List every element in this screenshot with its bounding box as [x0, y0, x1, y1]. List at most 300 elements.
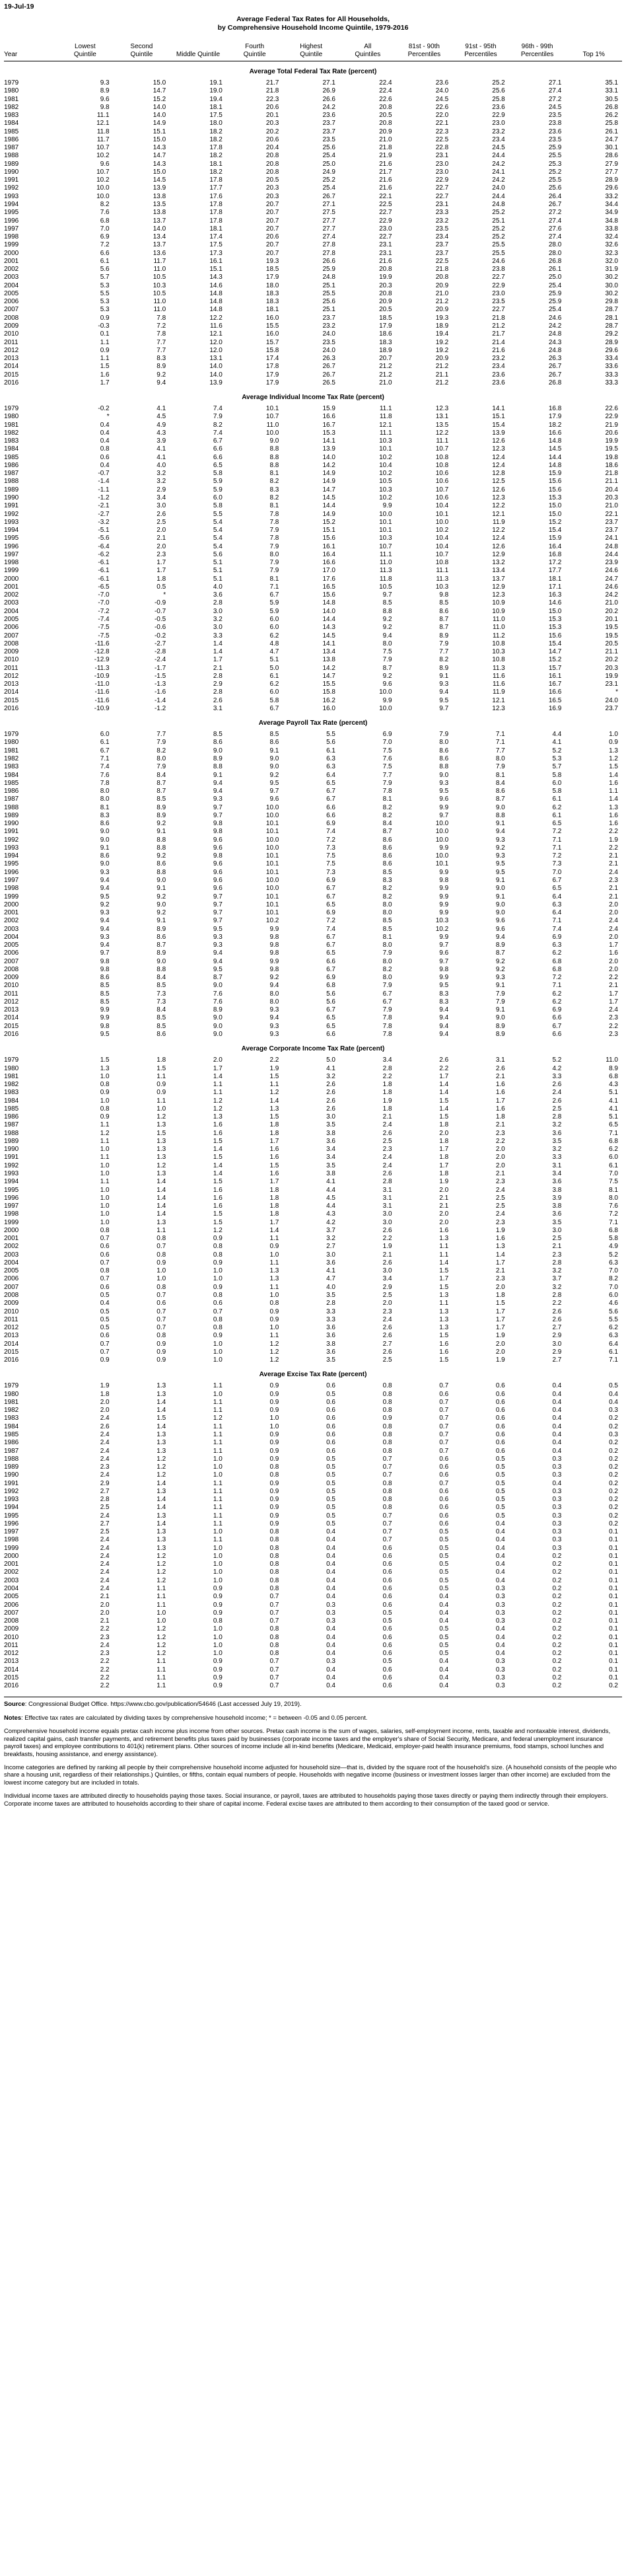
rate-cell: 1.0 [156, 1105, 166, 1113]
rate-cell: 8.7 [495, 949, 505, 957]
rate-cell: 2.6 [382, 1170, 392, 1177]
rate-cell: 4.1 [552, 739, 562, 747]
rate-cell: 7.9 [156, 739, 166, 747]
rate-cell: 11.3 [436, 575, 449, 583]
rate-cell: 9.1 [495, 876, 505, 884]
rate-cell: 1.3 [156, 1154, 166, 1161]
rate-cell: 0.5 [439, 1625, 449, 1633]
rate-cell: 22.5 [379, 200, 392, 208]
rate-cell: 0.2 [609, 1439, 618, 1447]
rate-cell: 0.6 [439, 1455, 449, 1463]
rate-cell: * [106, 413, 110, 421]
rate-cell: 9.4 [439, 1031, 449, 1039]
table-row [4, 1431, 622, 1439]
rate-cell: 7.8 [269, 518, 279, 526]
rate-cell: 1.5 [439, 1097, 449, 1105]
rate-cell: 0.6 [326, 1407, 335, 1415]
rate-cell: 7.9 [382, 949, 392, 957]
table-row [4, 780, 622, 788]
rate-cell: 4.1 [326, 1267, 335, 1275]
rate-cell: 1.6 [609, 820, 618, 828]
rate-cell: 5.8 [213, 470, 223, 478]
rate-cell: 0.7 [269, 1593, 279, 1601]
rate-cell: 11.8 [96, 128, 110, 135]
rate-cell: 1.7 [609, 998, 618, 1006]
rate-cell: 7.2 [552, 974, 562, 982]
rate-cell: 7.5 [382, 763, 392, 771]
column-header-line1: 96th - 99th [521, 43, 553, 50]
rate-cell: 9.6 [269, 795, 279, 803]
rate-cell: 1.2 [156, 1576, 166, 1584]
rate-cell: 3.5 [552, 1137, 562, 1145]
rate-cell: 0.5 [100, 1307, 110, 1315]
rate-cell: 9.9 [439, 909, 449, 917]
rate-cell: 11.7 [96, 135, 110, 143]
notes-note: Notes: Effective tax rates are calculated by dividing taxes by comprehensive household income; * = between -0.05 and 0.05 percent. [4, 1713, 368, 1721]
rate-cell: 26.7 [548, 363, 562, 371]
rate-cell: 16.3 [548, 591, 562, 599]
rate-cell: 9.6 [213, 885, 223, 893]
rate-cell: 5.3 [100, 298, 110, 306]
table-row [4, 1006, 622, 1014]
rate-cell: 14.9 [322, 510, 335, 518]
rate-cell: 26.7 [322, 192, 335, 200]
rate-table [4, 1056, 622, 1364]
rate-cell: 0.5 [382, 1617, 392, 1625]
rate-cell: 0.7 [269, 1682, 279, 1690]
rate-cell: 0.4 [495, 1650, 505, 1658]
rate-cell: -1.2 [98, 494, 110, 502]
rate-cell: 0.9 [213, 1283, 223, 1291]
rate-cell: 1.7 [495, 1097, 505, 1105]
rate-cell: 2.4 [100, 1455, 110, 1463]
rate-cell: 6.1 [609, 1161, 618, 1169]
rate-cell: -6.5 [98, 583, 110, 591]
rate-cell: 8.8 [495, 811, 505, 819]
rate-cell: 1.7 [213, 1064, 223, 1072]
rate-cell: 15.6 [322, 534, 335, 542]
rate-cell: 5.6 [100, 266, 110, 274]
rate-cell: 0.2 [552, 1576, 562, 1584]
rate-cell: 2.1 [382, 1251, 392, 1259]
rate-cell: 4.3 [609, 1081, 618, 1089]
rate-cell: 6.4 [552, 893, 562, 901]
rate-cell: 0.8 [213, 1291, 223, 1299]
rate-cell: 17.1 [548, 583, 562, 591]
rate-cell: 0.6 [213, 1300, 223, 1307]
rate-cell: 1.5 [213, 1178, 223, 1186]
table-row [4, 1415, 622, 1422]
rate-cell: 1.0 [213, 1471, 223, 1479]
rate-cell: 8.0 [269, 550, 279, 558]
table-row [4, 1356, 622, 1364]
rate-cell: 16.6 [322, 559, 335, 567]
rate-cell: 0.9 [156, 1259, 166, 1267]
year-cell: 1995 [4, 534, 19, 542]
rate-cell: 5.8 [269, 696, 279, 704]
table-row [4, 1162, 622, 1170]
rate-cell: 25.6 [548, 184, 562, 192]
year-cell: 1981 [4, 747, 19, 754]
section-title: Average Excise Tax Rate (percent) [259, 1371, 367, 1379]
year-cell: 1990 [4, 1471, 19, 1479]
year-cell: 1989 [4, 1463, 19, 1471]
rate-cell: 21.7 [265, 79, 279, 87]
rate-cell: 16.0 [265, 330, 279, 338]
rate-cell: 0.9 [213, 1666, 223, 1674]
rate-cell: 14.9 [322, 478, 335, 486]
rate-cell: 0.3 [326, 1658, 335, 1666]
rate-cell: -11.6 [94, 640, 110, 647]
year-cell: 1997 [4, 225, 19, 233]
rate-cell: 9.8 [439, 876, 449, 884]
rate-cell: 2.0 [100, 1407, 110, 1415]
rate-cell: 19.4 [435, 330, 449, 338]
rate-cell: 12.2 [435, 429, 449, 437]
rate-cell: 8.3 [269, 486, 279, 494]
rate-cell: 18.6 [379, 330, 392, 338]
rate-cell: 1.0 [213, 1340, 223, 1348]
rate-cell: 2.3 [609, 1031, 618, 1039]
rate-cell: 6.5 [552, 885, 562, 893]
rate-cell: -6.2 [98, 550, 110, 558]
rate-cell: 21.8 [492, 314, 505, 322]
rate-cell: 9.9 [382, 502, 392, 510]
rate-cell: 10.0 [435, 828, 449, 836]
rate-cell: 5.5 [326, 731, 335, 739]
rate-cell: 8.3 [100, 811, 110, 819]
table-row [4, 860, 622, 868]
rate-cell: 34.4 [605, 200, 618, 208]
rate-cell: 21.9 [379, 152, 392, 160]
rate-cell: 20.3 [605, 664, 618, 672]
rate-cell: 7.6 [609, 1202, 618, 1210]
rate-cell: 1.5 [213, 1210, 223, 1218]
rate-cell: 0.8 [156, 1235, 166, 1243]
rate-cell: 12.2 [492, 527, 505, 534]
table-row [4, 1259, 622, 1267]
table-row [4, 1154, 622, 1161]
rate-cell: 20.9 [379, 298, 392, 306]
rate-cell: 7.9 [495, 998, 505, 1006]
rate-cell: 9.3 [213, 933, 223, 941]
rate-cell: 7.9 [269, 567, 279, 575]
rate-cell: 21.0 [435, 289, 449, 297]
rate-cell: 0.6 [382, 1650, 392, 1658]
table-row [4, 1219, 622, 1227]
rate-cell: 0.8 [382, 1479, 392, 1487]
rate-cell: 2.0 [495, 1161, 505, 1169]
rate-cell: -7.2 [98, 607, 110, 615]
rate-cell: 24.0 [435, 87, 449, 95]
rate-cell: 23.1 [379, 241, 392, 249]
rate-cell: 1.4 [156, 1194, 166, 1202]
rate-cell: 7.9 [382, 982, 392, 990]
rate-cell: 1.3 [439, 1324, 449, 1332]
rate-cell: 0.5 [100, 1315, 110, 1323]
rate-cell: 3.2 [156, 470, 166, 478]
rate-cell: 12.1 [96, 120, 110, 128]
rate-cell: 7.0 [609, 1170, 618, 1177]
rate-cell: 6.8 [552, 957, 562, 965]
rate-cell: 0.6 [326, 1382, 335, 1390]
rate-cell: 16.6 [548, 429, 562, 437]
rate-cell: 8.1 [269, 575, 279, 583]
year-cell: 1998 [4, 233, 19, 241]
rate-cell: 2.4 [100, 1552, 110, 1560]
rate-cell: 23.1 [605, 681, 618, 688]
rate-cell: 1.3 [269, 1267, 279, 1275]
rate-cell: 8.5 [382, 599, 392, 607]
rate-cell: 25.9 [548, 289, 562, 297]
year-cell: 1986 [4, 1113, 19, 1121]
rate-cell: 1.9 [439, 1178, 449, 1186]
year-cell: 2015 [4, 696, 19, 704]
rate-cell: 0.7 [156, 1291, 166, 1299]
rate-cell: 9.3 [439, 779, 449, 787]
rate-cell: 9.9 [382, 696, 392, 704]
rate-cell: 19.9 [605, 437, 618, 445]
rate-cell: 2.7 [382, 1340, 392, 1348]
rate-cell: 21.0 [379, 379, 392, 386]
rate-cell: 0.4 [609, 1398, 618, 1406]
rate-cell: 18.1 [209, 103, 223, 111]
rate-cell: 8.9 [156, 811, 166, 819]
table-row [4, 355, 622, 363]
rate-cell: 14.0 [153, 225, 166, 233]
year-cell: 2007 [4, 1609, 19, 1617]
rate-cell: 23.7 [605, 518, 618, 526]
rate-cell: 6.4 [326, 771, 335, 779]
rate-cell: 0.4 [552, 1439, 562, 1447]
rate-cell: 4.3 [326, 1210, 335, 1218]
table-row [4, 966, 622, 974]
rate-cell: 9.8 [213, 820, 223, 828]
rate-cell: 9.2 [495, 965, 505, 973]
rate-cell: 1.7 [269, 1218, 279, 1226]
table-row [4, 1471, 622, 1479]
year-cell: 1989 [4, 1137, 19, 1145]
rate-cell: 7.4 [326, 828, 335, 836]
rate-cell: 0.5 [439, 1650, 449, 1658]
rate-cell: 0.4 [326, 1641, 335, 1649]
rate-cell: 21.7 [492, 330, 505, 338]
rate-cell: 6.1 [269, 672, 279, 680]
rate-cell: 6.0 [609, 1154, 618, 1161]
rate-cell: 24.9 [322, 168, 335, 176]
rate-cell: 10.1 [265, 828, 279, 836]
table-row [4, 379, 622, 387]
rate-cell: 2.6 [382, 1226, 392, 1234]
rate-cell: 2.6 [382, 1348, 392, 1356]
column-header-line1: Second [130, 43, 153, 50]
rate-cell: -11.6 [94, 696, 110, 704]
rate-cell: 26.6 [322, 95, 335, 103]
rate-cell: 8.0 [269, 990, 279, 998]
rate-cell: 0.9 [213, 1235, 223, 1243]
rate-cell: 8.0 [495, 754, 505, 762]
year-cell: 1979 [4, 731, 19, 739]
rate-cell: 9.7 [100, 949, 110, 957]
year-cell: 1983 [4, 763, 19, 771]
rate-cell: 5.3 [552, 754, 562, 762]
rate-cell: 0.4 [552, 1447, 562, 1455]
rate-cell: 27.8 [322, 241, 335, 249]
rate-cell: 2.5 [382, 1356, 392, 1364]
rate-cell: 9.2 [382, 624, 392, 632]
rate-cell: 10.1 [265, 852, 279, 860]
rate-cell: 1.3 [269, 1105, 279, 1113]
rate-cell: 7.9 [439, 731, 449, 739]
rate-cell: 7.2 [609, 1210, 618, 1218]
rate-cell: 7.8 [382, 1014, 392, 1022]
rate-cell: 10.3 [492, 648, 505, 656]
rate-cell: 5.6 [326, 739, 335, 747]
rate-cell: 9.7 [213, 917, 223, 925]
rate-cell: 21.1 [435, 371, 449, 379]
rate-cell: 0.2 [609, 1463, 618, 1471]
rate-cell: 1.2 [100, 1129, 110, 1137]
rate-cell: 16.0 [265, 314, 279, 322]
rate-cell: 1.2 [156, 1568, 166, 1576]
rate-cell: 14.0 [209, 363, 223, 371]
rate-cell: 9.0 [495, 885, 505, 893]
year-cell: 1998 [4, 559, 19, 567]
rate-cell: 1.4 [156, 1479, 166, 1487]
rate-cell: 9.0 [439, 771, 449, 779]
rate-cell: 20.9 [435, 355, 449, 363]
table-row [4, 1348, 622, 1356]
rate-cell: 1.0 [100, 1202, 110, 1210]
rate-cell: 13.7 [153, 241, 166, 249]
rate-cell: 0.8 [213, 1617, 223, 1625]
table-row [4, 217, 622, 225]
rate-cell: 25.3 [548, 160, 562, 168]
year-cell: 2001 [4, 1561, 19, 1568]
rate-cell: 0.4 [495, 1625, 505, 1633]
rate-cell: 0.2 [552, 1625, 562, 1633]
rate-cell: 8.3 [156, 355, 166, 363]
rate-cell: 8.4 [495, 779, 505, 787]
rate-cell: 0.2 [552, 1633, 562, 1641]
year-cell: 1992 [4, 184, 19, 192]
rate-cell: 6.8 [100, 217, 110, 225]
rate-cell: 9.5 [269, 779, 279, 787]
rate-cell: 9.4 [439, 1006, 449, 1014]
rate-cell: 23.3 [435, 209, 449, 217]
rate-cell: 2.2 [439, 1064, 449, 1072]
rate-cell: 9.0 [213, 1031, 223, 1039]
rate-cell: 1.4 [213, 640, 223, 647]
rate-cell: 0.9 [100, 1089, 110, 1097]
rate-cell: 0.4 [326, 1576, 335, 1584]
rate-cell: 15.4 [548, 527, 562, 534]
rate-cell: 0.3 [495, 1666, 505, 1674]
year-cell: 1983 [4, 437, 19, 445]
rate-cell: 3.2 [326, 1235, 335, 1243]
rate-cell: 24.3 [548, 338, 562, 346]
table-row [4, 739, 622, 747]
rate-cell: 2.6 [552, 1097, 562, 1105]
rate-cell: 2.8 [213, 672, 223, 680]
rate-cell: 10.1 [265, 893, 279, 901]
rate-cell: 10.1 [379, 518, 392, 526]
rate-cell: 13.8 [153, 192, 166, 200]
rate-cell: 8.7 [156, 788, 166, 795]
rate-cell: 25.6 [322, 144, 335, 152]
table-row [4, 1284, 622, 1292]
rate-cell: 22.3 [435, 128, 449, 135]
rate-cell: 0.9 [269, 1479, 279, 1487]
rate-cell: 3.2 [552, 1146, 562, 1154]
rate-cell: 5.1 [609, 1113, 618, 1121]
rate-cell: 0.3 [326, 1617, 335, 1625]
rate-cell: 23.6 [548, 128, 562, 135]
rate-cell: 14.8 [548, 461, 562, 469]
rate-cell: 20.2 [605, 656, 618, 664]
rate-cell: 12.3 [492, 445, 505, 453]
rate-cell: 23.5 [322, 135, 335, 143]
rate-cell: 1.5 [269, 1072, 279, 1080]
rate-cell: 0.7 [100, 1340, 110, 1348]
rate-cell: 20.1 [605, 616, 618, 623]
rate-cell: 8.2 [439, 656, 449, 664]
rate-cell: 1.4 [156, 1496, 166, 1504]
rate-cell: 12.1 [379, 421, 392, 429]
rate-cell: 12.6 [492, 486, 505, 494]
rate-cell: 0.6 [100, 453, 110, 461]
rate-cell: 6.3 [552, 941, 562, 949]
rate-cell: 6.2 [552, 803, 562, 811]
rate-cell: 1.5 [100, 363, 110, 371]
rate-cell: 0.2 [552, 1682, 562, 1690]
rate-cell: 12.9 [492, 583, 505, 591]
rate-cell: 0.9 [269, 1243, 279, 1251]
rate-cell: 8.9 [439, 664, 449, 672]
rate-cell: 25.4 [322, 152, 335, 160]
rate-cell: 27.4 [548, 217, 562, 225]
rate-cell: 22.7 [379, 209, 392, 217]
rate-cell: 0.2 [552, 1617, 562, 1625]
rate-cell: 2.1 [100, 1593, 110, 1601]
rate-cell: 20.6 [265, 233, 279, 241]
footnotes [4, 1700, 622, 1806]
rate-cell: 9.3 [100, 909, 110, 917]
rate-cell: 16.5 [322, 583, 335, 591]
rate-cell: 8.9 [609, 1064, 618, 1072]
rate-cell: 1.2 [156, 1650, 166, 1658]
rate-cell: 14.9 [322, 470, 335, 478]
rate-cell: 25.6 [322, 298, 335, 306]
rate-cell: 8.6 [382, 836, 392, 844]
rate-cell: 15.3 [548, 494, 562, 502]
table-row [4, 1553, 622, 1561]
rate-cell: 3.2 [213, 616, 223, 623]
rate-cell: 0.8 [100, 1105, 110, 1113]
rate-cell: 9.2 [156, 820, 166, 828]
rate-cell: 0.9 [269, 1496, 279, 1504]
rate-cell: 8.2 [382, 811, 392, 819]
rate-cell: 4.0 [326, 1283, 335, 1291]
rate-cell: 2.3 [552, 1251, 562, 1259]
rate-cell: 0.4 [439, 1593, 449, 1601]
rate-cell: 0.2 [552, 1609, 562, 1617]
rate-cell: 20.8 [379, 120, 392, 128]
rate-cell: 1.4 [439, 1089, 449, 1097]
table-row [4, 567, 622, 575]
rate-cell: 0.5 [609, 1382, 618, 1390]
rate-cell: 7.6 [100, 209, 110, 217]
